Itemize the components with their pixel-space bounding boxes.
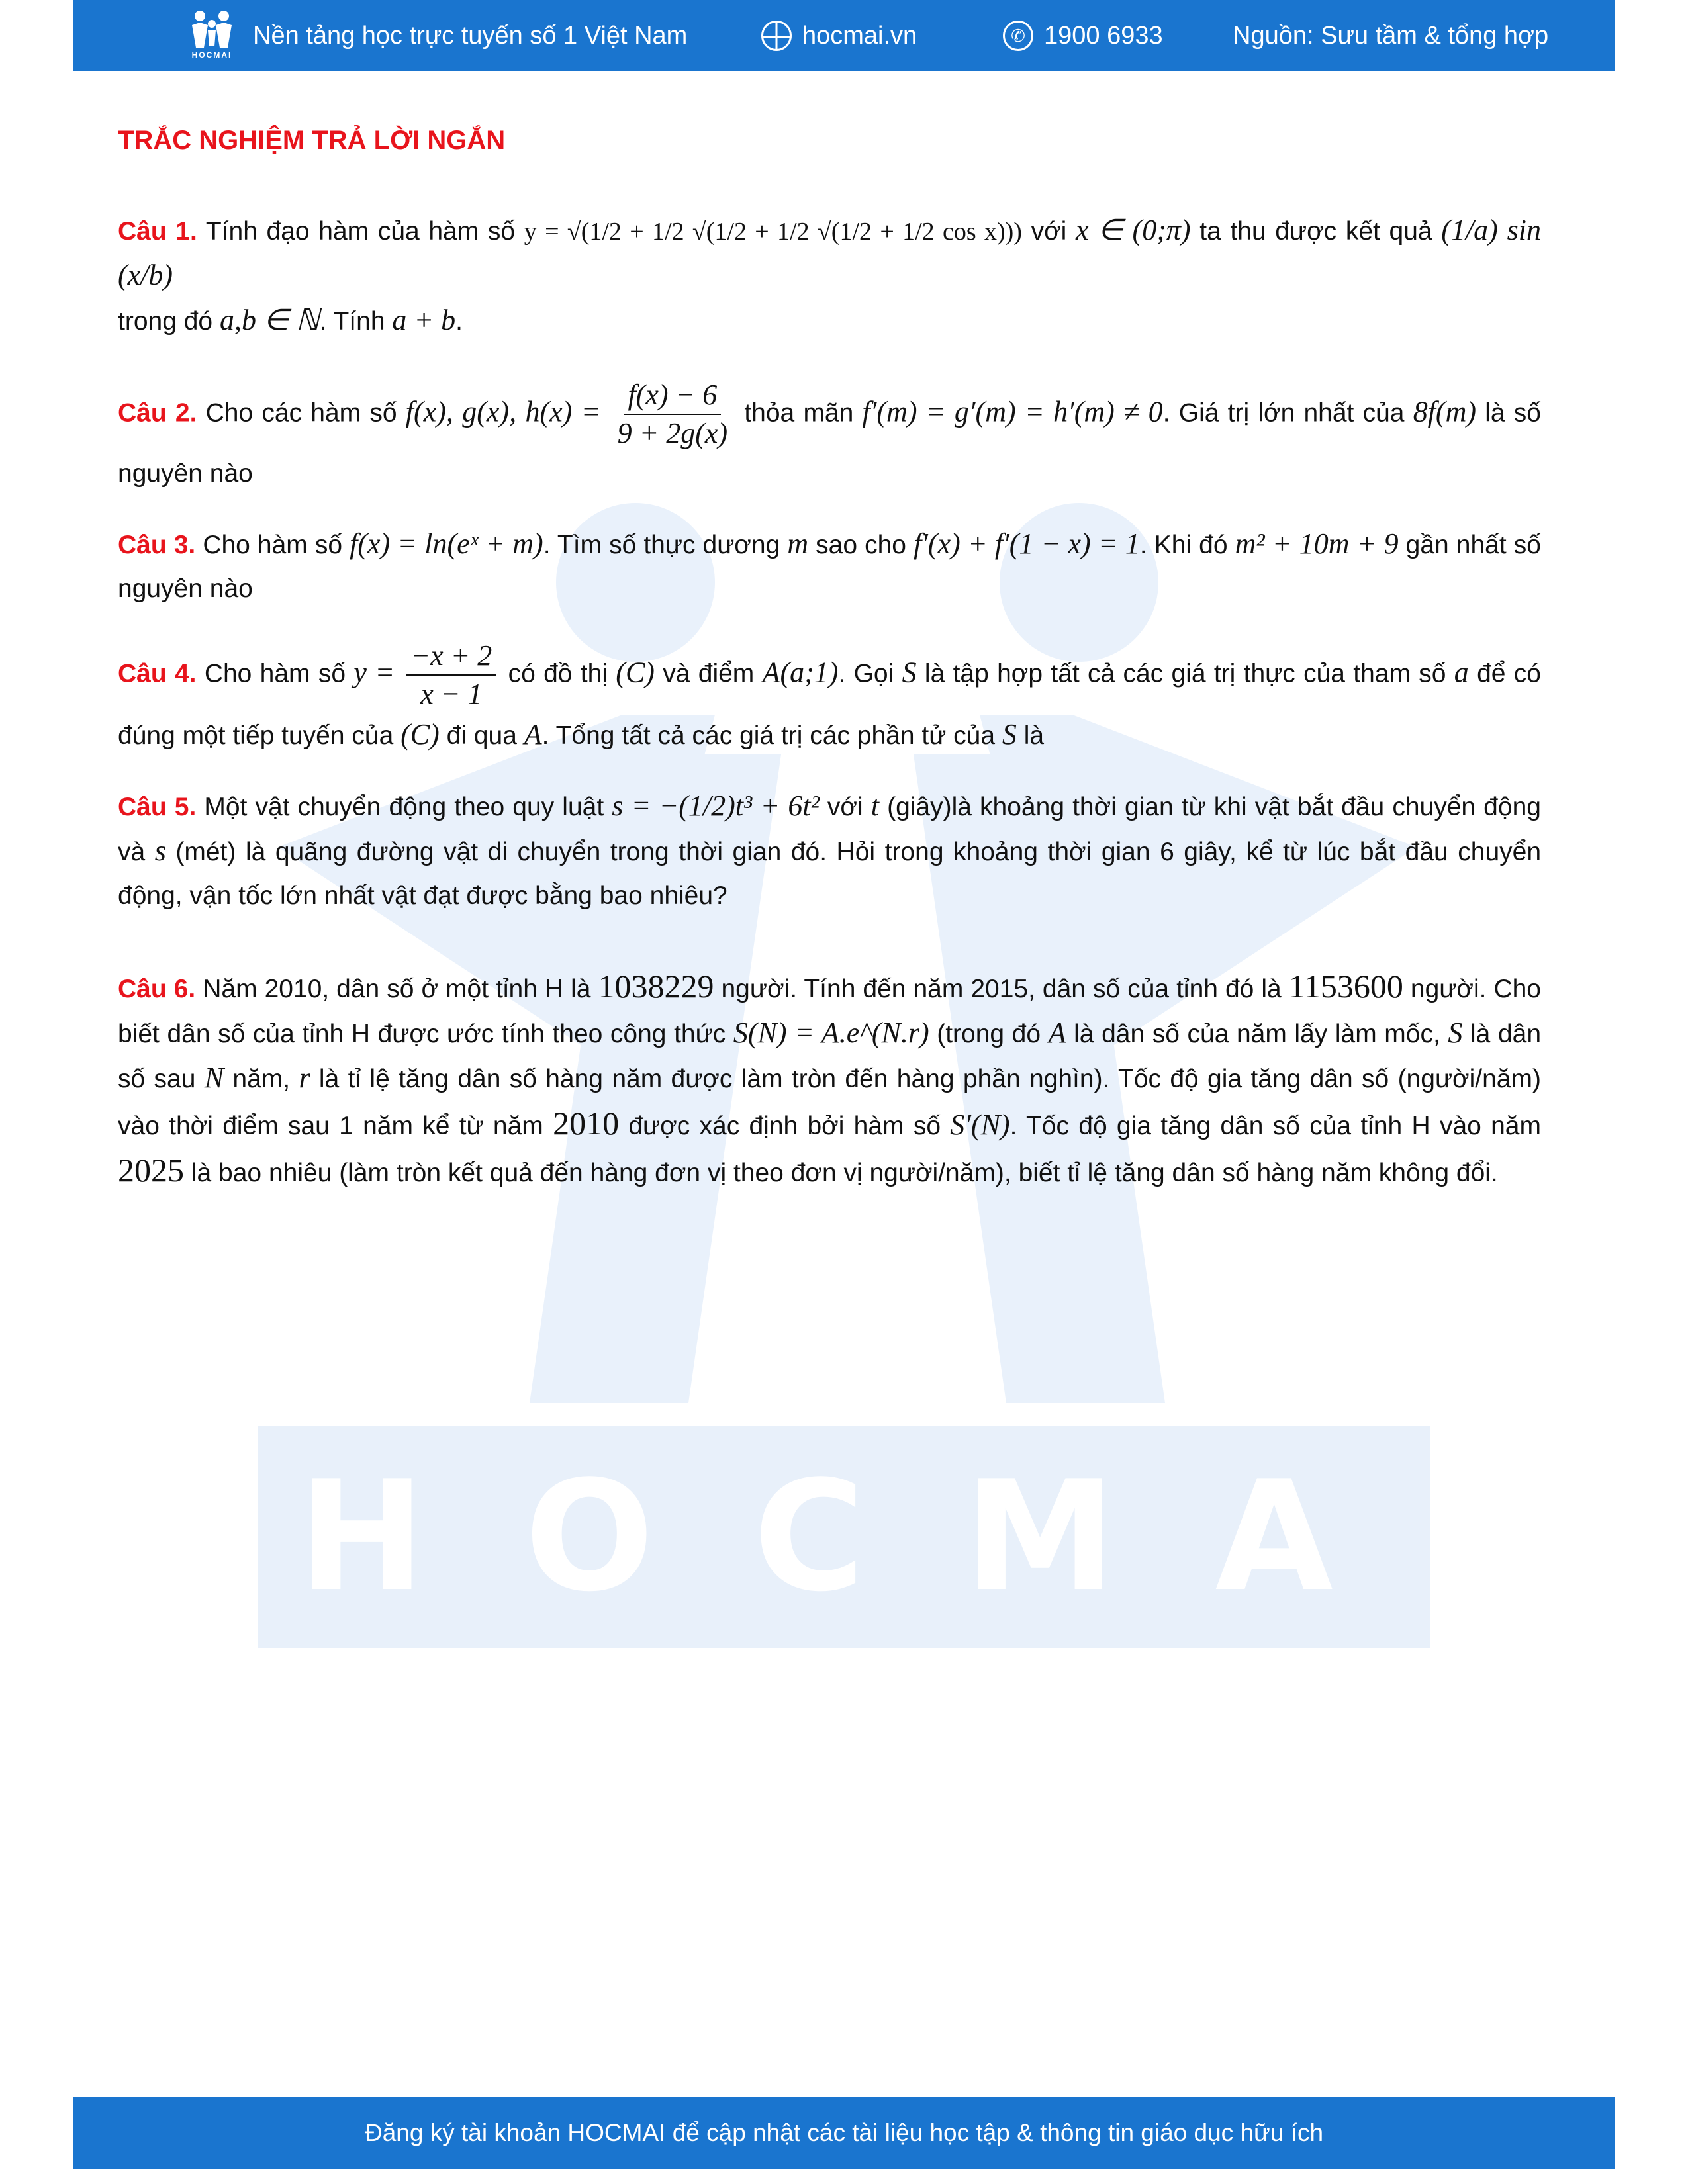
question-text: người. Tính đến năm 2015, dân số của tỉnh đó là	[721, 975, 1282, 1003]
question-label: Câu 4.	[118, 659, 197, 688]
math-expression: y = √(1/2 + 1/2 √(1/2 + 1/2 √(1/2 + 1/2 cos x)))	[524, 218, 1022, 246]
question-2	[118, 377, 1541, 496]
watermark-logo	[258, 1426, 1589, 1648]
math-expression: S	[1002, 718, 1017, 751]
question-text: . Gọi	[838, 659, 894, 688]
question-text: gần nhất số nguyên nào	[118, 531, 1541, 603]
math-expression: S(N) = A.e^(N.r)	[733, 1017, 929, 1049]
footer-bar	[73, 2097, 1615, 2169]
question-label: Câu 3.	[118, 531, 196, 559]
math-expression: A(a;1)	[762, 656, 839, 689]
math-fraction	[614, 377, 732, 452]
math-expression: N	[204, 1062, 224, 1094]
globe-icon	[761, 21, 792, 51]
math-expression: a	[1454, 656, 1469, 689]
math-expression: 8f(m)	[1413, 395, 1477, 428]
math-number: 1153600	[1288, 968, 1403, 1005]
question-text: . Giá trị lớn nhất của	[1162, 398, 1405, 428]
math-expression: m	[787, 527, 809, 560]
question-text: . Tìm số thực dương	[543, 531, 780, 559]
website-link[interactable]	[761, 0, 917, 71]
question-text: đi qua	[446, 721, 517, 750]
math-expression: y =	[353, 656, 395, 689]
math-expression: (C)	[616, 656, 655, 689]
question-text: . Khi đó	[1139, 531, 1228, 559]
math-expression: f′(m) = g′(m) = h′(m) ≠ 0	[862, 395, 1163, 428]
question-text: là tập hợp tất cả các giá trị thực của tham số	[924, 659, 1446, 688]
math-expression: S′(N)	[950, 1109, 1010, 1141]
question-text: Tính đạo hàm của hàm số	[205, 217, 516, 246]
math-expression: (C)	[400, 718, 440, 751]
question-text: ta thu được kết quả	[1199, 217, 1432, 246]
question-text: sao cho	[816, 531, 906, 559]
question-text: người. Cho biết dân số của tỉnh H được ước tính theo công thức	[118, 975, 1542, 1048]
question-text: có đồ thị	[508, 659, 608, 688]
math-expression: a,b ∈ ℕ	[219, 304, 320, 336]
website-text: hocmai.vn	[802, 21, 917, 50]
question-text: . Tính	[319, 307, 385, 336]
question-text: là tỉ lệ tăng dân số hàng năm được làm tròn đến hàng phần nghìn). Tốc độ gia tăng dân số (người/năm) vào thời điểm sau 1 năm kể từ năm	[118, 1065, 1541, 1140]
fraction-numerator: f(x) − 6	[624, 377, 721, 415]
math-number: 2010	[553, 1105, 620, 1142]
math-expression: x ∈ (0;π)	[1076, 214, 1191, 246]
math-expression: A	[1048, 1017, 1066, 1049]
math-number: 1038229	[598, 968, 714, 1005]
question-text: được xác định bởi hàm số	[628, 1112, 941, 1140]
question-text: Năm 2010, dân số ở một tỉnh H là	[203, 975, 591, 1003]
question-text: là dân số sau	[118, 1020, 1542, 1093]
fraction-denominator: x − 1	[420, 678, 483, 710]
math-expression: S	[902, 656, 917, 689]
question-text: Một vật chuyển động theo quy luật	[204, 793, 604, 821]
question-text: năm,	[232, 1065, 291, 1093]
question-label: Câu 6.	[118, 975, 196, 1003]
question-label: Câu 5.	[118, 793, 197, 821]
fraction-numerator: −x + 2	[406, 637, 496, 676]
question-text: thỏa mãn	[744, 398, 854, 428]
math-expression: f(x) = ln(eˣ + m)	[350, 527, 543, 560]
source-text: Nguồn: Sưu tầm & tổng hợp	[1233, 21, 1549, 50]
math-expression: r	[299, 1062, 310, 1094]
question-text: là bao nhiêu (làm tròn kết quả đến hàng đơn vị theo đơn vị người/năm), biết tỉ lệ tăng dân số hàng năm không đổi.	[191, 1159, 1498, 1187]
question-text: để có đúng một tiếp tuyến của	[118, 659, 1541, 750]
question-text: là dân số của năm lấy làm mốc,	[1074, 1020, 1440, 1048]
question-text: (giây)là khoảng thời gian từ khi vật bắt đầu chuyển động và	[118, 793, 1541, 866]
question-text: . Tổng tất cả các giá trị các phần tử của	[541, 721, 996, 750]
fraction-denominator: 9 + 2g(x)	[617, 417, 728, 449]
question-text: là	[1023, 721, 1045, 750]
question-4	[118, 637, 1541, 758]
phone-link[interactable]	[1003, 0, 1163, 71]
math-number: 2025	[118, 1152, 184, 1189]
watermark-text: HOCMAI	[298, 1449, 1589, 1625]
question-text: với	[827, 793, 863, 821]
math-expression: s = −(1/2)t³ + 6t²	[612, 790, 820, 822]
question-text: Cho hàm số	[204, 659, 346, 688]
question-text: Cho các hàm số	[205, 398, 397, 428]
section-title: TRẮC NGHIỆM TRẢ LỜI NGẮN	[118, 126, 506, 155]
math-expression: A	[524, 718, 542, 751]
question-6	[118, 964, 1541, 1195]
question-text: .	[455, 307, 463, 336]
question-1	[118, 208, 1541, 343]
question-text: là số nguyên nào	[118, 398, 1541, 488]
question-text: với	[1031, 217, 1067, 246]
math-expression: s	[154, 835, 166, 867]
math-fraction	[406, 637, 496, 713]
phone-text: 1900 6933	[1044, 21, 1163, 50]
header-bar	[73, 0, 1615, 71]
question-3	[118, 522, 1541, 611]
math-expression: f′(x) + f′(1 − x) = 1	[914, 527, 1140, 560]
question-5	[118, 784, 1541, 918]
math-expression: a + b	[392, 304, 456, 336]
phone-icon: ✆	[1003, 21, 1033, 51]
math-expression: t	[870, 790, 879, 822]
tagline: Nền tảng học trực tuyến số 1 Việt Nam	[253, 21, 688, 50]
logo-wordmark: HOCMAI	[191, 50, 232, 60]
question-text: Cho hàm số	[203, 531, 343, 559]
question-text: và điểm	[663, 659, 755, 688]
footer-text[interactable]: Đăng ký tài khoản HOCMAI để cập nhật các tài liệu học tập & thông tin giáo dục hữu ích	[364, 2119, 1324, 2146]
math-expression: m² + 10m + 9	[1235, 527, 1399, 560]
question-label: Câu 1.	[118, 217, 197, 246]
family-icon	[185, 9, 238, 50]
question-label: Câu 2.	[118, 398, 197, 428]
question-text: . Tốc độ gia tăng dân số của tỉnh H vào năm	[1009, 1112, 1541, 1140]
document-body	[118, 119, 1541, 1195]
question-text: trong đó	[118, 307, 213, 336]
hocmai-logo[interactable]	[185, 9, 238, 62]
question-text: (trong đó	[937, 1020, 1041, 1048]
question-text: (mét) là quãng đường vật di chuyển trong thời gian đó. Hỏi trong khoảng thời gian 6 giây, kể từ lúc bắt đầu chuyển động, vận tốc lớn nhất vật đạt được bằng bao nhiêu?	[118, 838, 1542, 910]
math-expression: S	[1448, 1017, 1463, 1049]
math-expression: (1/a) sin (x/b)	[118, 214, 1541, 291]
math-expression: f(x), g(x), h(x) =	[405, 395, 601, 428]
